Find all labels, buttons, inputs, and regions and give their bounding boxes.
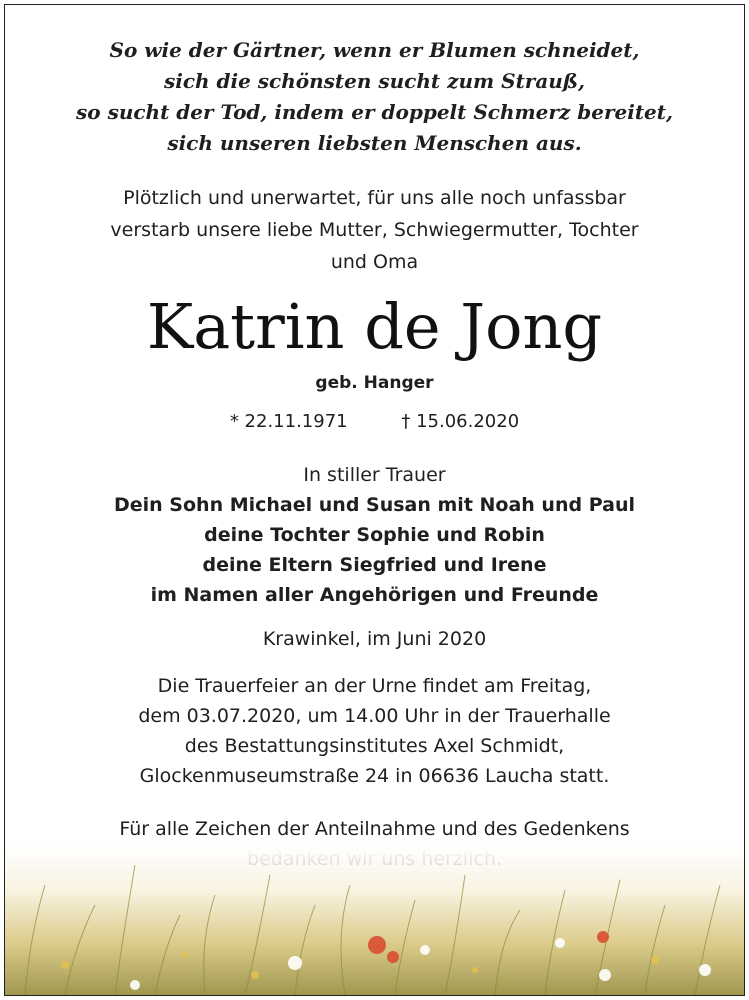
intro-text xyxy=(5,182,744,278)
intro-line: Plötzlich und unerwartet, für uns alle noch unfassbar xyxy=(123,187,626,209)
poem-line: So wie der Gärtner, wenn er Blumen schneidet, xyxy=(109,38,640,62)
ceremony-line: des Bestattungsinstitutes Axel Schmidt, xyxy=(184,735,565,757)
mourner-line: deine Eltern Siegfried und Irene xyxy=(202,554,547,576)
life-dates xyxy=(5,408,744,436)
thanks-line: Für alle Zeichen der Anteilnahme und des Gedenkens xyxy=(119,818,630,840)
poem xyxy=(5,35,744,159)
ceremony-line: dem 03.07.2020, um 14.00 Uhr in der Trauerhalle xyxy=(138,705,611,727)
mourner-line: deine Tochter Sophie und Robin xyxy=(204,524,545,546)
poem-line: so sucht der Tod, indem er doppelt Schmerz bereitet, xyxy=(76,100,673,124)
mourners-block xyxy=(5,460,744,610)
birth-date: * 22.11.1971 xyxy=(229,411,348,432)
ceremony-line: Die Trauerfeier an der Urne findet am Freitag, xyxy=(157,675,592,697)
intro-line: und Oma xyxy=(330,251,419,273)
meadow-image xyxy=(5,845,744,995)
intro-line: verstarb unsere liebe Mutter, Schwiegermutter, Tochter xyxy=(110,219,639,241)
ceremony-info xyxy=(5,671,744,791)
poem-line: sich unseren liebsten Menschen aus. xyxy=(167,131,582,155)
death-date: † 15.06.2020 xyxy=(401,411,520,432)
place-date: Krawinkel, im Juni 2020 xyxy=(262,628,487,650)
ceremony-line: Glockenmuseumstraße 24 in 06636 Laucha statt. xyxy=(139,765,610,787)
poem-line: sich die schönsten sucht zum Strauß, xyxy=(163,69,585,93)
meadow-illustration xyxy=(5,845,745,995)
mourner-line: Dein Sohn Michael und Susan mit Noah und Paul xyxy=(114,494,635,516)
mourner-line: im Namen aller Angehörigen und Freunde xyxy=(150,584,599,606)
obituary-notice xyxy=(4,4,745,996)
deceased-name: Katrin de Jong xyxy=(146,290,603,363)
maiden-name: geb. Hanger xyxy=(315,373,434,393)
mourning-intro: In stiller Trauer xyxy=(303,464,446,486)
